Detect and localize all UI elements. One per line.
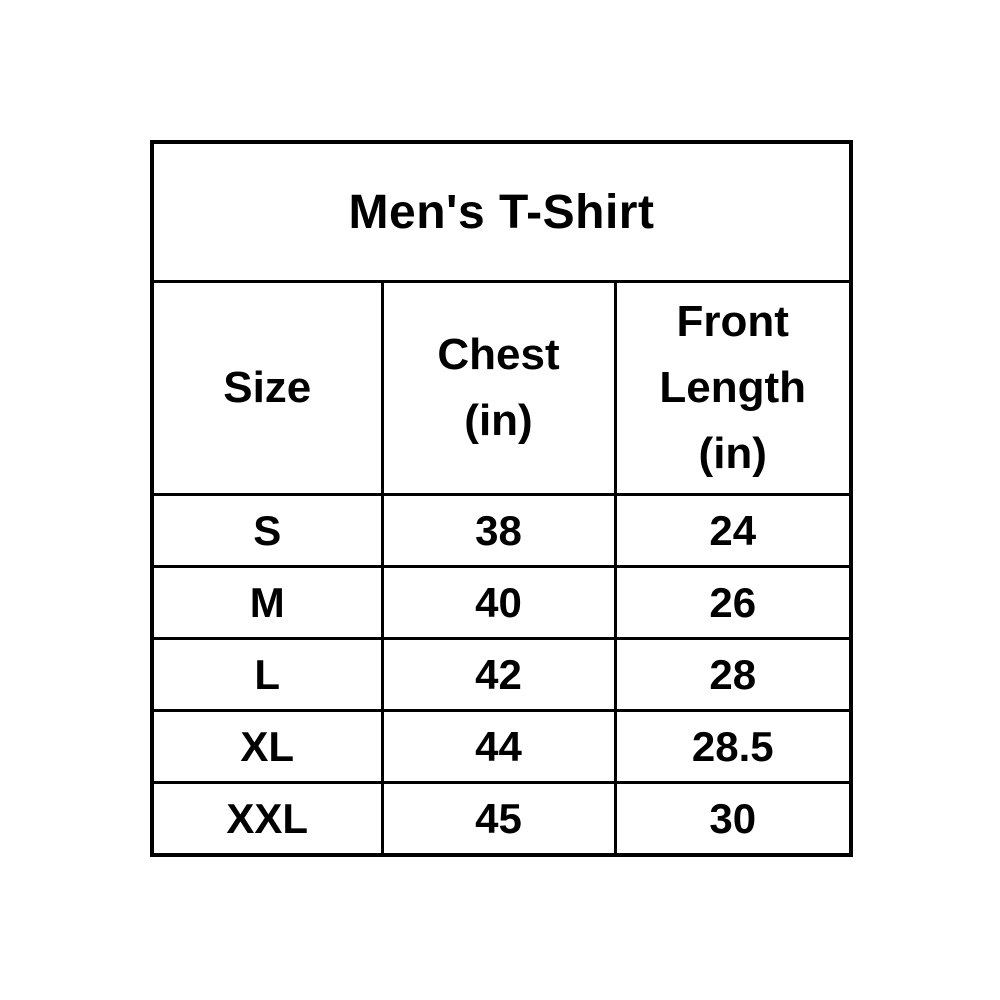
col-header-size-line: Size bbox=[223, 363, 312, 412]
cell-chest: 38 bbox=[382, 495, 615, 567]
chart-title: Men's T-Shirt bbox=[152, 142, 851, 282]
col-header-front-length-line-3: (in) bbox=[698, 429, 767, 478]
cell-front-length: 26 bbox=[615, 567, 851, 639]
cell-chest: 42 bbox=[382, 639, 615, 711]
col-header-chest-line-1: Chest bbox=[437, 330, 560, 379]
cell-size: XL bbox=[152, 711, 382, 783]
col-header-chest bbox=[382, 282, 615, 495]
cell-size: L bbox=[152, 639, 382, 711]
table-row-xxl bbox=[152, 783, 851, 856]
col-header-chest-line-2: (in) bbox=[464, 396, 533, 445]
col-header-front-length-line-1: Front bbox=[676, 297, 789, 346]
cell-size: XXL bbox=[152, 783, 382, 856]
table-row-l bbox=[152, 639, 851, 711]
title-row bbox=[152, 142, 851, 282]
col-header-size bbox=[152, 282, 382, 495]
table-row-s bbox=[152, 495, 851, 567]
table-row-m bbox=[152, 567, 851, 639]
col-header-front-length bbox=[615, 282, 851, 495]
col-header-front-length-line-2: Length bbox=[659, 363, 807, 412]
cell-size: S bbox=[152, 495, 382, 567]
cell-chest: 45 bbox=[382, 783, 615, 856]
table-row-xl bbox=[152, 711, 851, 783]
cell-front-length: 28 bbox=[615, 639, 851, 711]
cell-chest: 40 bbox=[382, 567, 615, 639]
cell-front-length: 30 bbox=[615, 783, 851, 856]
header-row bbox=[152, 282, 851, 495]
size-chart-table bbox=[150, 140, 853, 857]
cell-size: M bbox=[152, 567, 382, 639]
cell-chest: 44 bbox=[382, 711, 615, 783]
cell-front-length: 28.5 bbox=[615, 711, 851, 783]
cell-front-length: 24 bbox=[615, 495, 851, 567]
